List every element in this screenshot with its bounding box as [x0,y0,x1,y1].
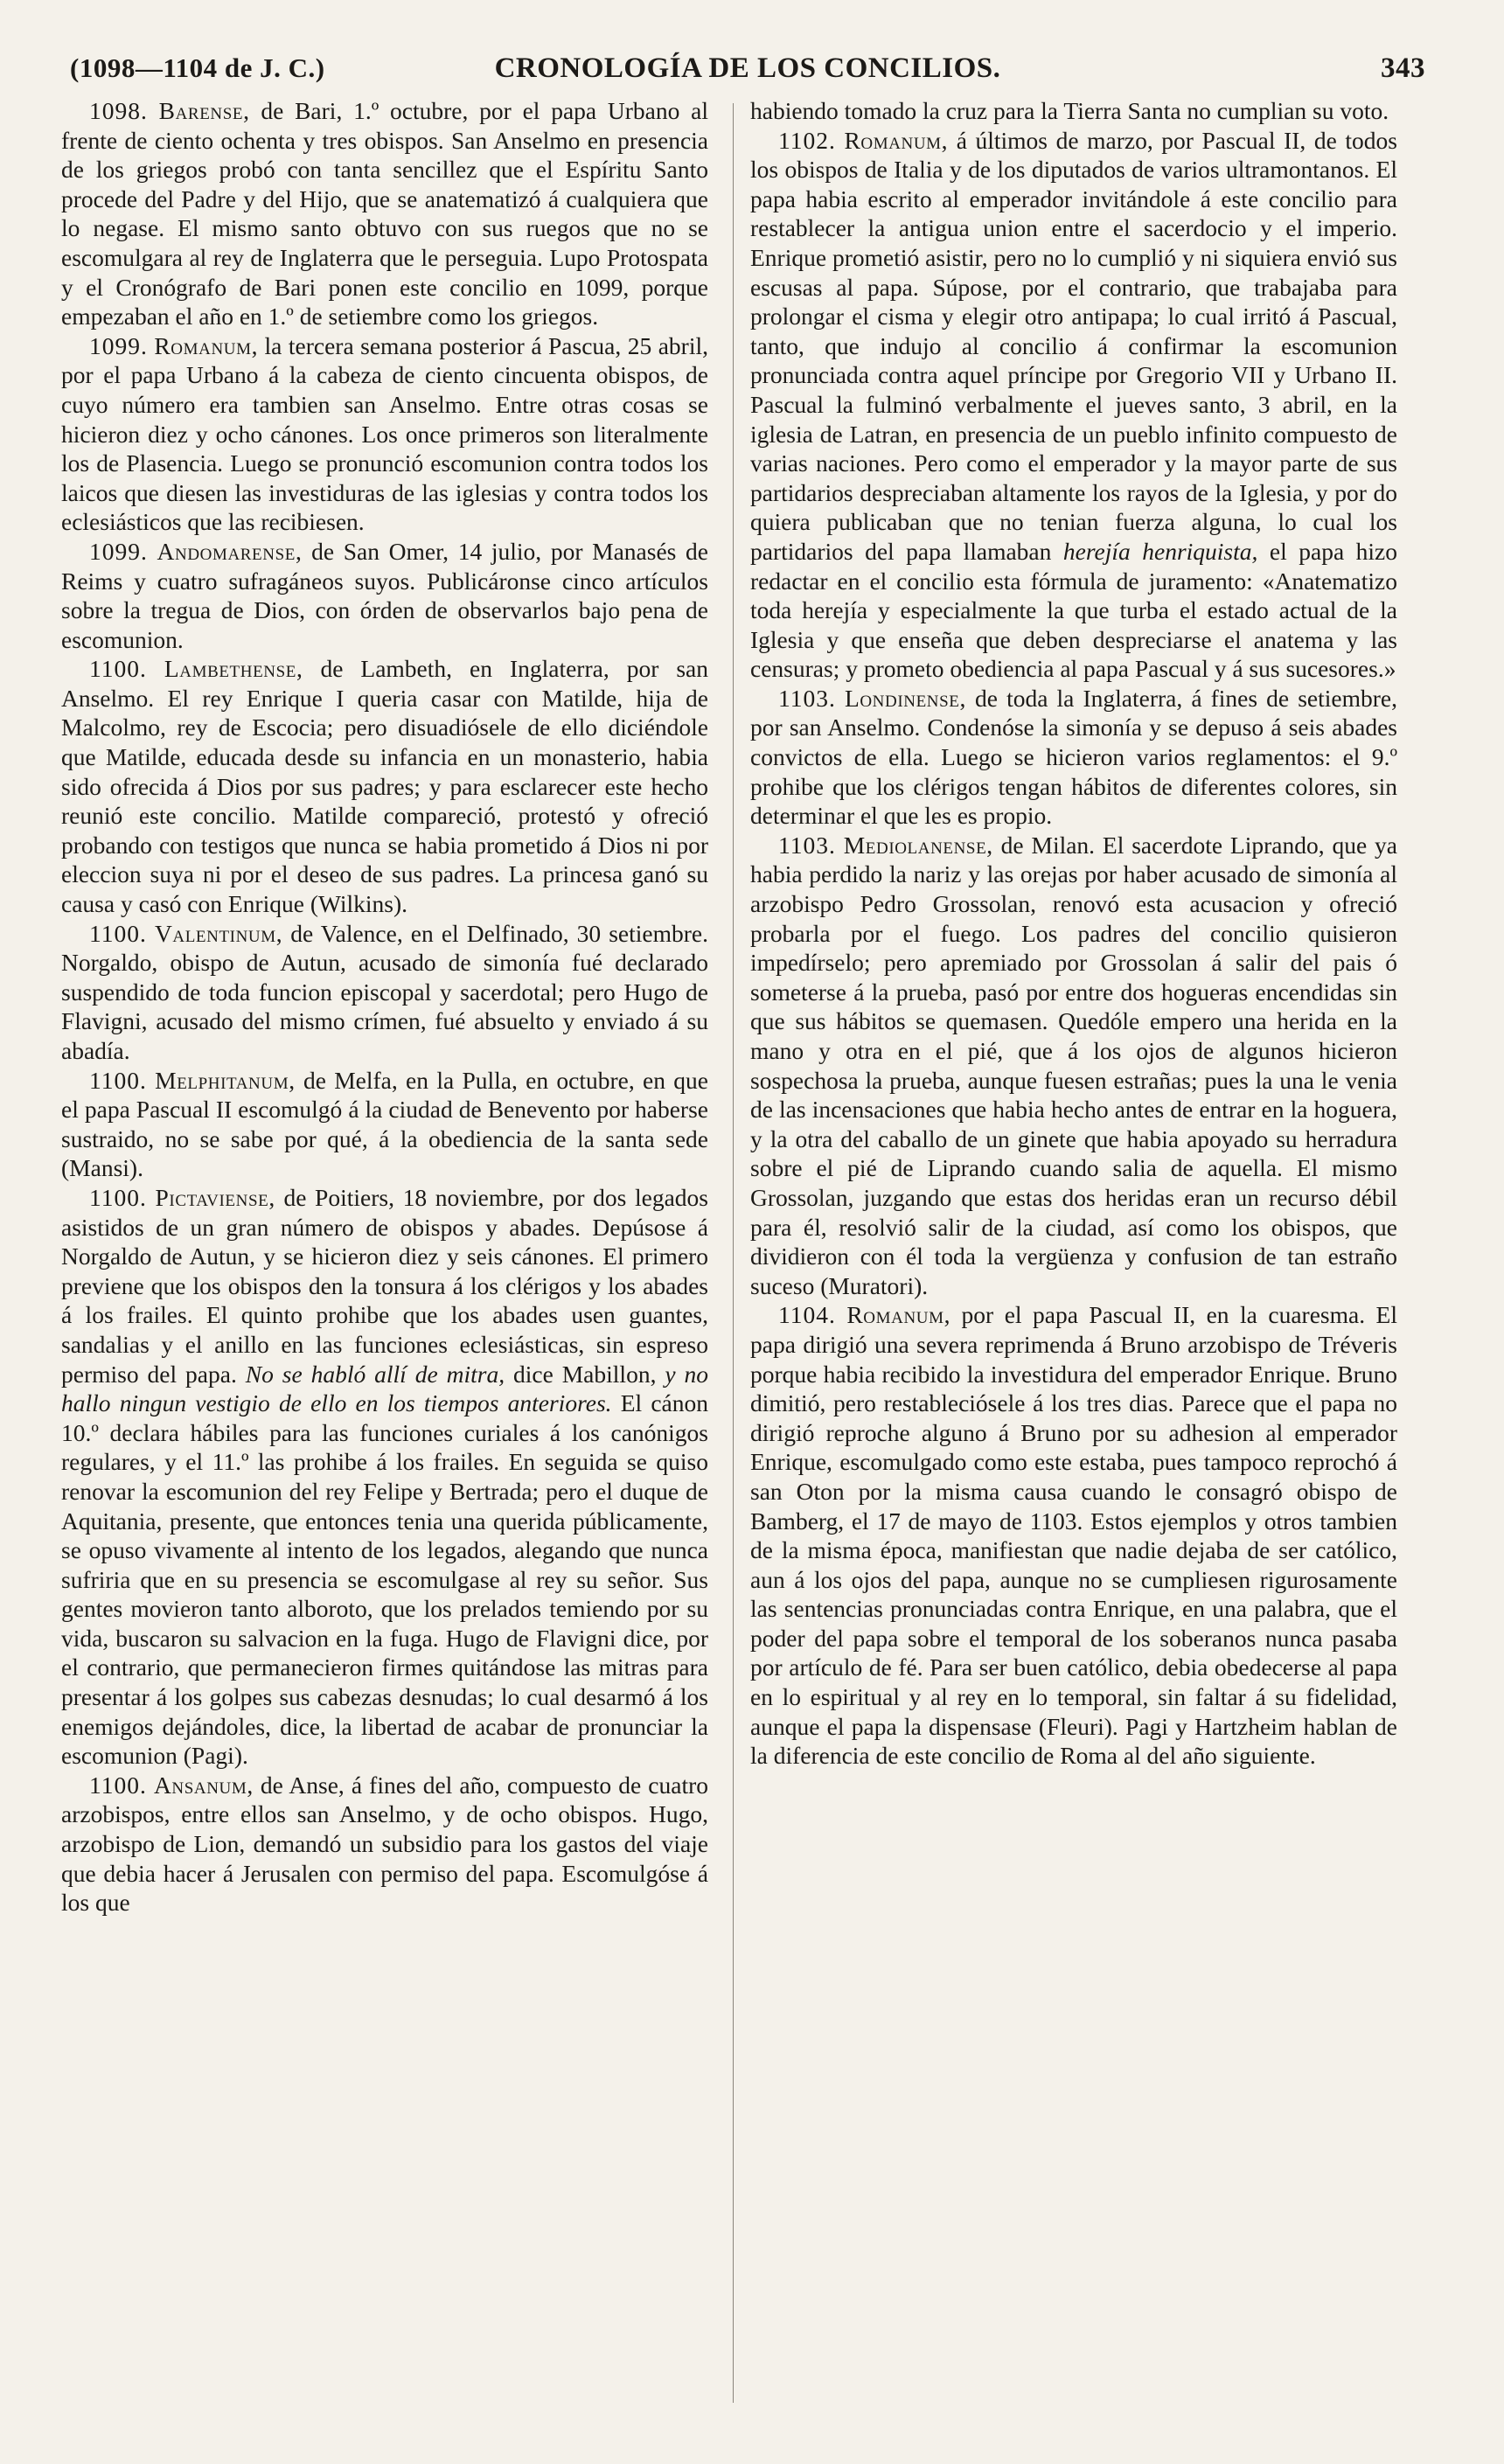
council-name: Ansanum, [153,1771,254,1799]
council-name: Romanum, [844,126,949,154]
page-number: 343 [1381,52,1425,84]
entry-text: de Valence, en el Delfinado, 30 setiembre. Norgaldo, obispo de Autun, acusado de simonía fué declarado suspendido de toda funcion episcopal y sacerdotal; pero Hugo de Flavigni, acusado del mismo crímen, fué absuelto y enviado á su abadía. [61,919,708,1064]
entry-text: de Lambeth, en Inglaterra, por san Anselmo. El rey Enrique I queria casar con Matilde, hija de Malcolmo, rey de Escocia; pero disuadiósele de ello diciéndole que Matilde, educada desde su infancia en un monasterio, habia sido ofrecida á Dios por sus padres; y para esclarecer este hecho reunió este concilio. Matilde compareció, protestó y ofreció probando con testigos que nunca se habia prometido á Dios ni por eleccion suya ni por el deseo de sus padres. La princesa ganó su causa y casó con Enrique (Wilkins). [61,655,709,918]
entry-continuation [750,96,1397,126]
entry-year: 1100. [89,1771,147,1799]
header-date-range: (1098—1104 de J. C.) [70,52,325,83]
council-name: Mediolanense, [843,831,993,859]
council-name: Andomarense, [157,537,303,565]
entry-text: de toda la Inglaterra, á fines de setiembre, por san Anselmo. Condenóse la simonía y se depuso á seis abades convictos de ella. Luego se hicieron varios reglamentos: el 9.º prohibe que los clérigos tengan hábitos de diferentes colores, sin determinar el que les es propio. [750,684,1397,830]
page-header [70,45,1425,98]
header-title: CRONOLOGÍA DE LOS CONCILIOS. [494,52,1001,84]
council-name: Londinense, [844,684,966,712]
entry-year: 1100. [89,1066,147,1094]
entry-year: 1104. [778,1301,836,1329]
entry-text: de Bari, 1.º octubre, por el papa Urbano al frente de ciento ochenta y tres obispos. San Anselmo en presencia de los griegos probó con tanta sencillez que el Espíritu Santo procede del Padre y del Hijo, que se anatematizó á cualquiera que lo negase. El mismo santo obtuvo con sus ruegos que no se escomulgara al rey de Inglaterra que le perseguia. Lupo Protospata y el Cronógrafo de Bari ponen este concilio en 1099, porque empezaban el año en 1.º de setiembre como los griegos. [61,97,708,331]
entry-1099-andomarense [61,537,708,654]
entry-year: 1103. [778,831,836,859]
entry-1100-melphitanum [61,1066,708,1183]
council-name: Pictaviense, [155,1183,275,1211]
entry-year: 1100. [89,919,147,947]
council-name: Romanum, [154,331,259,359]
entry-year: 1100. [89,655,147,683]
entry-1100-lambethense [61,654,708,918]
entry-text: la tercera semana posterior á Pascua, 25 abril, por el papa Urbano á la cabeza de ciento cincuenta obispos, de cuyo número era tambien san Anselmo. Entre otras cosas se hicieron diez y ocho cánones. Los once primeros son literalmente los de Plasencia. Luego se pronunció escomunion contra todos los laicos que diesen las investiduras de las iglesias y contra todos los eclesiásticos que las recibiesen. [61,331,708,536]
entry-1103-mediolanense [750,831,1397,1301]
entry-text: dice Mabillon, [505,1360,665,1388]
entry-year: 1099. [89,537,148,565]
entry-text: á últimos de marzo, por Pascual II, de todos los obispos de Italia y de los diputados de varios ultramontanos. El papa habia escrito al emperador invitándole á este concilio para restablecer la antigua union entre el sacerdocio y el imperio. Enrique prometió asistir, pero no lo cumplió y ni siquiera envió sus escusas al papa. Súpose, por el contrario, que trabajaba para prolongar el cisma y elegir otro antipapa; lo cual irritó á Pascual, tanto, que indujo al concilio á confirmar la escomunion pronunciada contra aquel príncipe por Gregorio VII y Urbano II. Pascual la fulminó verbalmente el jueves santo, 3 abril, en la iglesia de Latran, en presencia de un pueblo infinito compuesto de varias naciones. Pero como el emperador y la mayor parte de sus partidarios despreciaban altamente los rayos de la Iglesia, y por do quiera publicaban que no tenian fuerza alguna, lo cual los partidarios del papa llamaban [750,126,1397,565]
council-name: Valentinum, [154,919,283,947]
right-column [750,96,1397,1771]
entry-text: habiendo tomado la cruz para la Tierra Santa no cumplian su voto. [750,97,1389,124]
entry-1102-romanum [750,126,1397,684]
entry-year: 1100. [89,1183,147,1211]
entry-italic-quote: No se habló allí de mitra, [245,1360,505,1388]
left-column [61,96,708,1918]
entry-year: 1102. [778,126,836,154]
entry-year: 1099. [89,331,148,359]
entry-text: El cánon 10.º declara hábiles para las funciones curiales á los canónigos regulares, y el 11.º las prohibe á los frailes. En seguida se quiso renovar la escomunion del rey Felipe y Bertrada; pero el duque de Aquitania, presente, que entonces tenia una querida públicamente, se opuso vivamente al intento de los legados, alegando que nunca sufriria que en su presencia se escomulgase al rey su señor. Sus gentes movieron tanto alboroto, que los prelados temiendo por su vida, buscaron su salvacion en la fuga. Hugo de Flavigni dice, por el contrario, que permanecieron firmes quitándose las mitras para presentar á los golpes sus cabezas desnudas; lo cual desarmó á los enemigos dejándoles, dice, la libertad de acabar de pronunciar la escomunion (Pagi). [61,1389,708,1770]
entry-text: el papa hizo redactar en el concilio esta fórmula de juramento: «Anatematizo toda herejía y especialmente la que turba el estado actual de la Iglesia y que enseña que deben despreciarse el anatema y las censuras; y prometo obediencia al papa Pascual y á sus sucesores.» [750,537,1397,683]
council-name: Barense, [158,97,250,124]
entry-1100-ansanum [61,1771,708,1918]
column-divider [733,103,734,2403]
entry-italic-quote: herejía henriquista, [1062,537,1258,565]
entry-year: 1103. [778,684,836,712]
entry-1103-londinense [750,684,1397,831]
entry-text: de San Omer, 14 julio, por Manasés de Reims y cuatro sufragáneos suyos. Publicáronse cinco artículos sobre la tregua de Dios, con órden de observarlos bajo pena de escomunion. [61,537,708,653]
council-name: Melphitanum, [155,1066,296,1094]
entry-text: de Poitiers, 18 noviembre, por dos legados asistidos de un gran número de obispos y abades. Depúsose á Norgaldo de Autun, y se hicieron diez y seis cánones. El primero previene que los obispos den la tonsura á los clérigos y los abades á los frailes. El quinto prohibe que los abades usen guantes, sandalias y el anillo en las funciones eclesiásticas, sin espreso permiso del papa. [61,1183,709,1388]
entry-text: por el papa Pascual II, en la cuaresma. El papa dirigió una severa reprimenda á Bruno arzobispo de Tréveris porque habia recibido la investidura del emperador Enrique. Bruno dimitió, pero restableciósele á los tres dias. Parece que el papa no dirigió reproche alguno á Bruno por su adhesion al emperador Enrique, escomulgado como este estaba, pues tampoco reprochó á san Oton por la misma causa cuando le consagró obispo de Bamberg, el 17 de mayo de 1103. Estos ejemplos y otros tambien de la misma época, manifiestan que nadie dejaba de ser católico, aun á los ojos del papa, aunque no se cumpliesen rigurosamente las sentencias pronunciadas contra Enrique, en una palabra, que el poder del papa sobre el temporal de los soberanos nunca pasaba por artículo de fé. Para ser buen católico, debia obedecerse al papa en lo espiritual y al rey en lo temporal, sin faltar á su fidelidad, aunque el papa la dispensase (Fleuri). Pagi y Hartzheim hablan de la diferencia de este concilio de Roma al del año siguiente. [750,1301,1397,1770]
entry-text: de Melfa, en la Pulla, en octubre, en que el papa Pascual II escomulgó á la ciudad de Benevento por haberse sustraido, no se sabe por qué, á la obediencia de la santa sede (Mansi). [61,1066,709,1182]
entry-1100-pictaviense [61,1183,708,1771]
entry-1099-romanum [61,331,708,537]
council-name: Lambethense, [164,655,303,683]
entry-text: de Anse, á fines del año, compuesto de cuatro arzobispos, entre ellos san Anselmo, y de ocho obispos. Hugo, arzobispo de Lion, demandó un subsidio para los gastos del viaje que debia hacer á Jerusalen con permiso del papa. Escomulgóse á los que [61,1771,708,1917]
entry-1098-barense [61,96,708,331]
entry-1100-valentinum [61,919,708,1066]
entry-text: de Milan. El sacerdote Liprando, que ya habia perdido la nariz y las orejas por haber acusado de simonía al arzobispo Pedro Grossolan, renovó esta acusacion y ofreció probarla por el fuego. Los padres del concilio quisieron impedírselo; pero apremiado por Grossolan á salir del pais ó someterse á la prueba, pasó por entre dos hogueras encendidas sin que sus hábitos se quemasen. Quedóle empero una herida en la mano y otra en el pié, que á los ojos de algunos hicieron sospechosa la prueba, aunque fuesen estrañas; pues la una le venia de las incensaciones que habia hecho antes de entrar en la hoguera, y la otra del caballo de un ginete que habia apoyado su herradura sobre el pié de Liprando cuando salia de aquella. El mismo Grossolan, juzgando que estas dos heridas eran un recurso débil para él, resolvió salir de la ciudad, así como los obispos, que dividieron con él toda la vergüenza y confusion de tan estraño suceso (Muratori). [750,831,1398,1299]
council-name: Romanum, [846,1301,951,1329]
entry-italic-quote: y no hallo ningun vestigio de ello en los tiempos anteriores. [61,1360,708,1417]
entry-1104-romanum [750,1300,1397,1771]
entry-year: 1098. [89,97,148,124]
